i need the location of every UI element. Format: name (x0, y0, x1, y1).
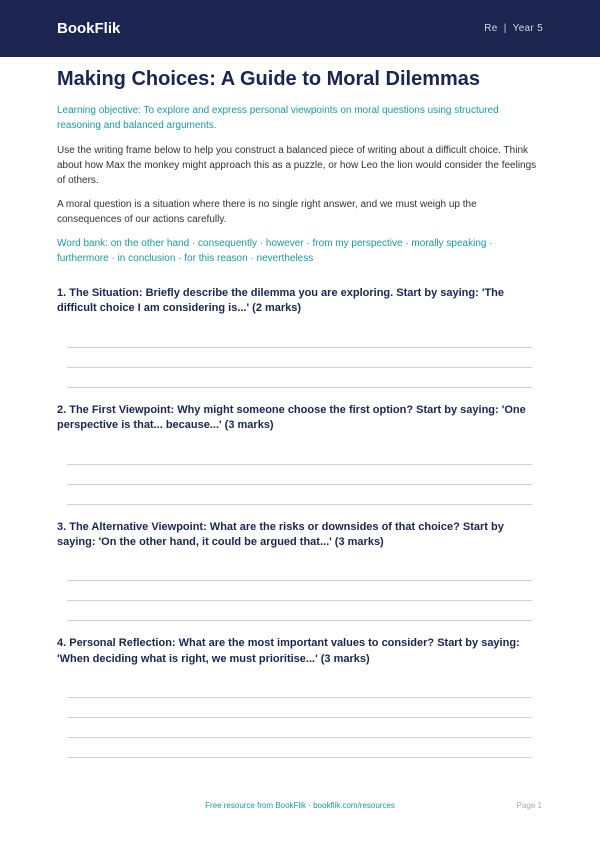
answer-line[interactable] (67, 561, 532, 581)
intro-paragraph-2: A moral question is a situation where there is no single right answer, and we must weigh up the consequences of our actions carefully. (57, 199, 477, 225)
answer-line[interactable] (67, 678, 532, 698)
answer-line[interactable] (67, 445, 532, 465)
answer-line[interactable] (67, 328, 532, 348)
answer-area[interactable] (67, 678, 532, 758)
answer-area[interactable] (67, 328, 532, 388)
question-3 (57, 520, 543, 622)
answer-line[interactable] (67, 581, 532, 601)
answer-line[interactable] (67, 348, 532, 368)
question-text: 1. The Situation: Briefly describe the dilemma you are exploring. Start by saying: 'The difficult choice I am considering is...' (2 marks) (57, 287, 504, 315)
answer-area[interactable] (67, 561, 532, 621)
question-text: 4. Personal Reflection: What are the most important values to consider? Start by saying: 'When deciding what is right, we must prioritise...' (3 marks) (57, 637, 520, 665)
page-header (0, 0, 600, 57)
footer-credit: Free resource from BookFlik · bookflik.com/resources (205, 801, 395, 810)
question-2 (57, 403, 543, 505)
intro-paragraph-1: Use the writing frame below to help you construct a balanced piece of writing about a difficult choice. Think about how Max the monkey might approach this as a puzzle, or how Leo the lion would consider the feelings of others. (57, 145, 537, 186)
answer-line[interactable] (67, 718, 532, 738)
question-1 (57, 286, 543, 388)
question-text: 2. The First Viewpoint: Why might someone choose the first option? Start by saying: 'One perspective is that... because...' (3 marks) (57, 403, 526, 432)
word-bank: Word bank: on the other hand · consequently · however · from my perspective · morally speaking · furthermore · in conclusion · for this reason · nevertheless (57, 238, 493, 264)
question-4 (57, 636, 543, 758)
answer-line[interactable] (67, 465, 532, 485)
answer-line[interactable] (67, 601, 532, 621)
subject-year: Re | Year 5 (484, 23, 543, 34)
page-number: Page 1 (516, 801, 542, 810)
worksheet-content (0, 67, 600, 758)
answer-line[interactable] (67, 485, 532, 505)
answer-line[interactable] (67, 698, 532, 718)
answer-line[interactable] (67, 368, 532, 388)
answer-line[interactable] (67, 738, 532, 758)
learning-objective: Learning objective: To explore and express personal viewpoints on moral questions using structured reasoning and balanced arguments. (57, 105, 499, 131)
page-title: Making Choices: A Guide to Moral Dilemmas (57, 68, 481, 90)
brand-logo: BookFlik (57, 20, 121, 37)
question-text: 3. The Alternative Viewpoint: What are the risks or downsides of that choice? Start by saying: 'On the other hand, it could be argued that...' (3 marks) (57, 520, 504, 548)
answer-area[interactable] (67, 445, 532, 505)
page-footer (0, 801, 600, 815)
